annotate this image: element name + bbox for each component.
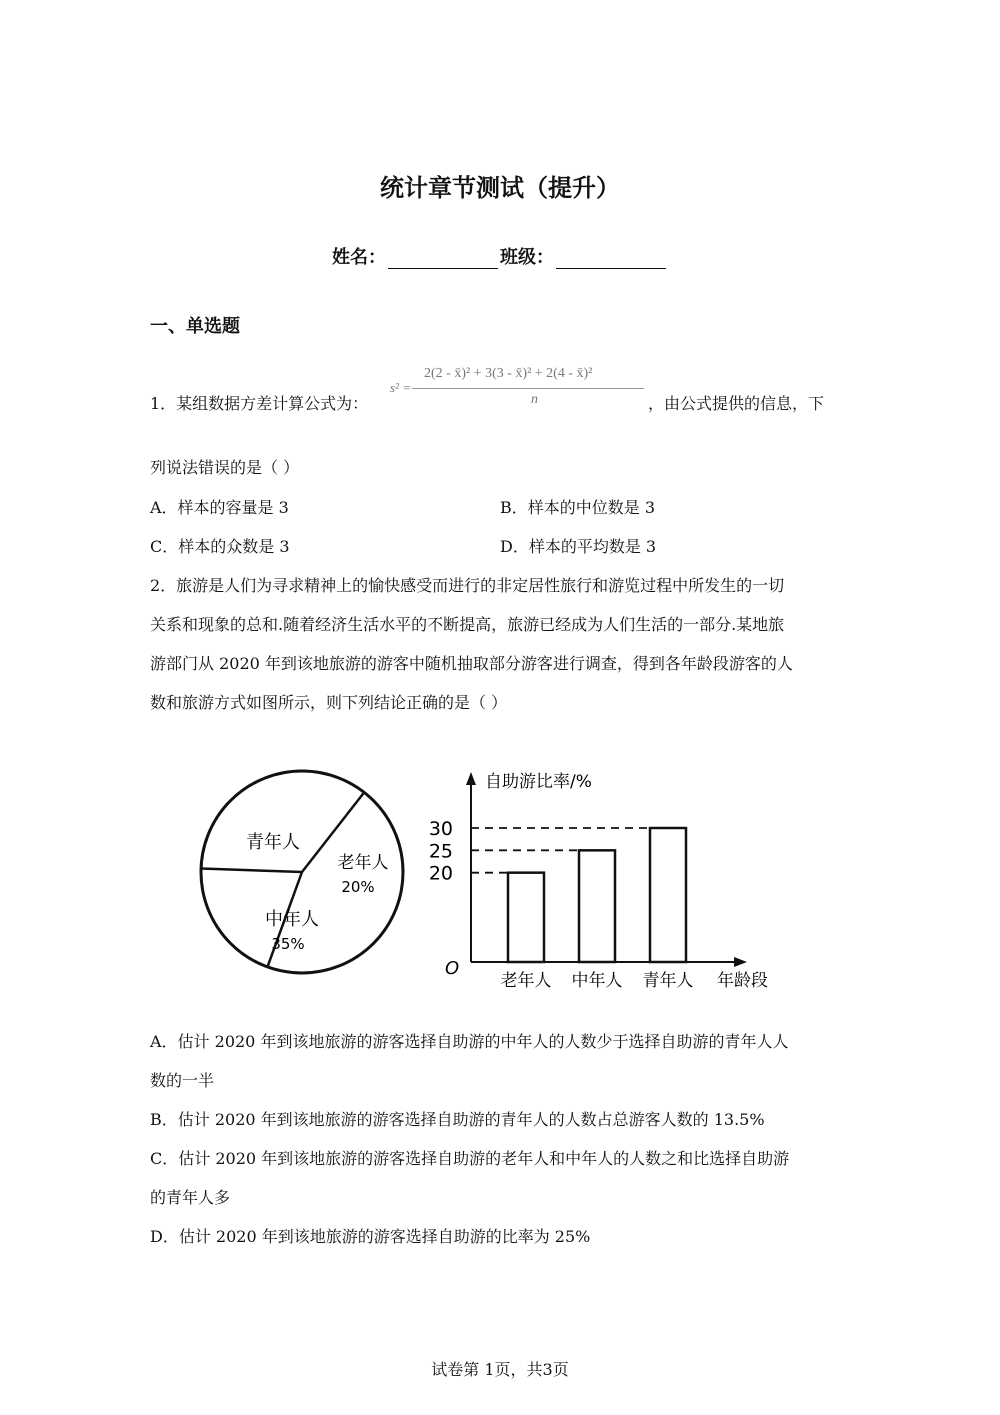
x-axis-arrow <box>734 957 747 967</box>
origin-label: O <box>445 958 460 979</box>
x-tick-label: 老年人 <box>500 971 552 991</box>
q2-figure <box>195 760 795 1000</box>
fraction-bar <box>412 388 644 389</box>
pie-boundary-middle-youth <box>201 868 302 872</box>
variance-formula <box>388 364 650 412</box>
pie-label-elderly: 老年人 <box>337 853 389 873</box>
q1-option-d[interactable]: D．样本的平均数是 3 <box>500 537 657 556</box>
q1-option-c[interactable]: C．样本的众数是 3 <box>150 537 290 556</box>
q1-option-a[interactable]: A．样本的容量是 3 <box>150 498 289 517</box>
q2-option-a-cont[interactable]: 数的一半 <box>150 1071 215 1090</box>
y-tick-label: 25 <box>428 840 453 863</box>
q2-stem-line: 关系和现象的总和.随着经济生活水平的不断提高，旅游已经成为人们生活的一部分.某地旅 <box>150 615 785 634</box>
pie-value-elderly: 20% <box>341 878 375 896</box>
bar-1 <box>579 850 615 962</box>
q1-stem-line2: 列说法错误的是（ ） <box>150 458 300 477</box>
pie-label-middle: 中年人 <box>265 909 319 930</box>
q1-stem-prefix: 1．某组数据方差计算公式为： <box>150 394 369 413</box>
formula-lhs: s² = <box>390 380 411 395</box>
name-label: 姓名： <box>332 247 386 268</box>
q1-option-b[interactable]: B．样本的中位数是 3 <box>500 498 656 517</box>
y-axis-label: 自助游比率/% <box>485 772 592 792</box>
q2-option-b[interactable]: B．估计 2020 年到该地旅游的游客选择自助游的青年人的人数占总游客人数的 13.5% <box>150 1110 765 1129</box>
q2-stem-line: 数和旅游方式如图所示，则下列结论正确的是（ ） <box>150 693 508 712</box>
class-blank[interactable] <box>556 248 666 269</box>
y-axis-arrow <box>466 772 476 785</box>
bar-2 <box>650 828 686 962</box>
x-tick-label: 青年人 <box>642 971 694 991</box>
q2-option-d[interactable]: D．估计 2020 年到该地旅游的游客选择自助游的比率为 25% <box>150 1227 591 1246</box>
q2-option-a[interactable]: A．估计 2020 年到该地旅游的游客选择自助游的中年人的人数少于选择自助游的青年人人 <box>150 1032 789 1051</box>
page-footer: 试卷第 1页，共3页 <box>431 1360 569 1379</box>
q2-option-c-cont[interactable]: 的青年人多 <box>150 1188 231 1207</box>
formula-numerator: 2(2 - x̄)² + 3(3 - x̄)² + 2(4 - x̄)² <box>424 366 593 381</box>
y-tick-label: 30 <box>428 818 453 840</box>
q2-stem-line: 游部门从 2020 年到该地旅游的游客中随机抽取部分游客进行调查，得到各年龄段游客的人 <box>150 654 793 673</box>
formula-denominator: n <box>531 392 538 407</box>
q1-stem-suffix: ，由公式提供的信息，下 <box>648 394 825 413</box>
student-info-line <box>0 243 1000 269</box>
x-axis-label: 年龄段 <box>717 971 768 991</box>
class-label: 班级： <box>500 247 554 268</box>
bar-0 <box>508 873 544 962</box>
q2-stem-line: 2．旅游是人们为寻求精神上的愉快感受而进行的非定居性旅行和游览过程中所发生的一切 <box>150 576 785 595</box>
pie-label-youth: 青年人 <box>246 832 300 853</box>
q2-option-c[interactable]: C．估计 2020 年到该地旅游的游客选择自助游的老年人和中年人的人数之和比选择自助游 <box>150 1149 790 1168</box>
x-tick-label: 中年人 <box>571 971 623 991</box>
page-title: 统计章节测试（提升） <box>380 174 620 202</box>
pie-value-middle: 35% <box>271 935 305 953</box>
name-blank[interactable] <box>388 248 498 269</box>
y-tick-label: 20 <box>428 862 453 885</box>
section-title: 一、单选题 <box>150 316 240 337</box>
